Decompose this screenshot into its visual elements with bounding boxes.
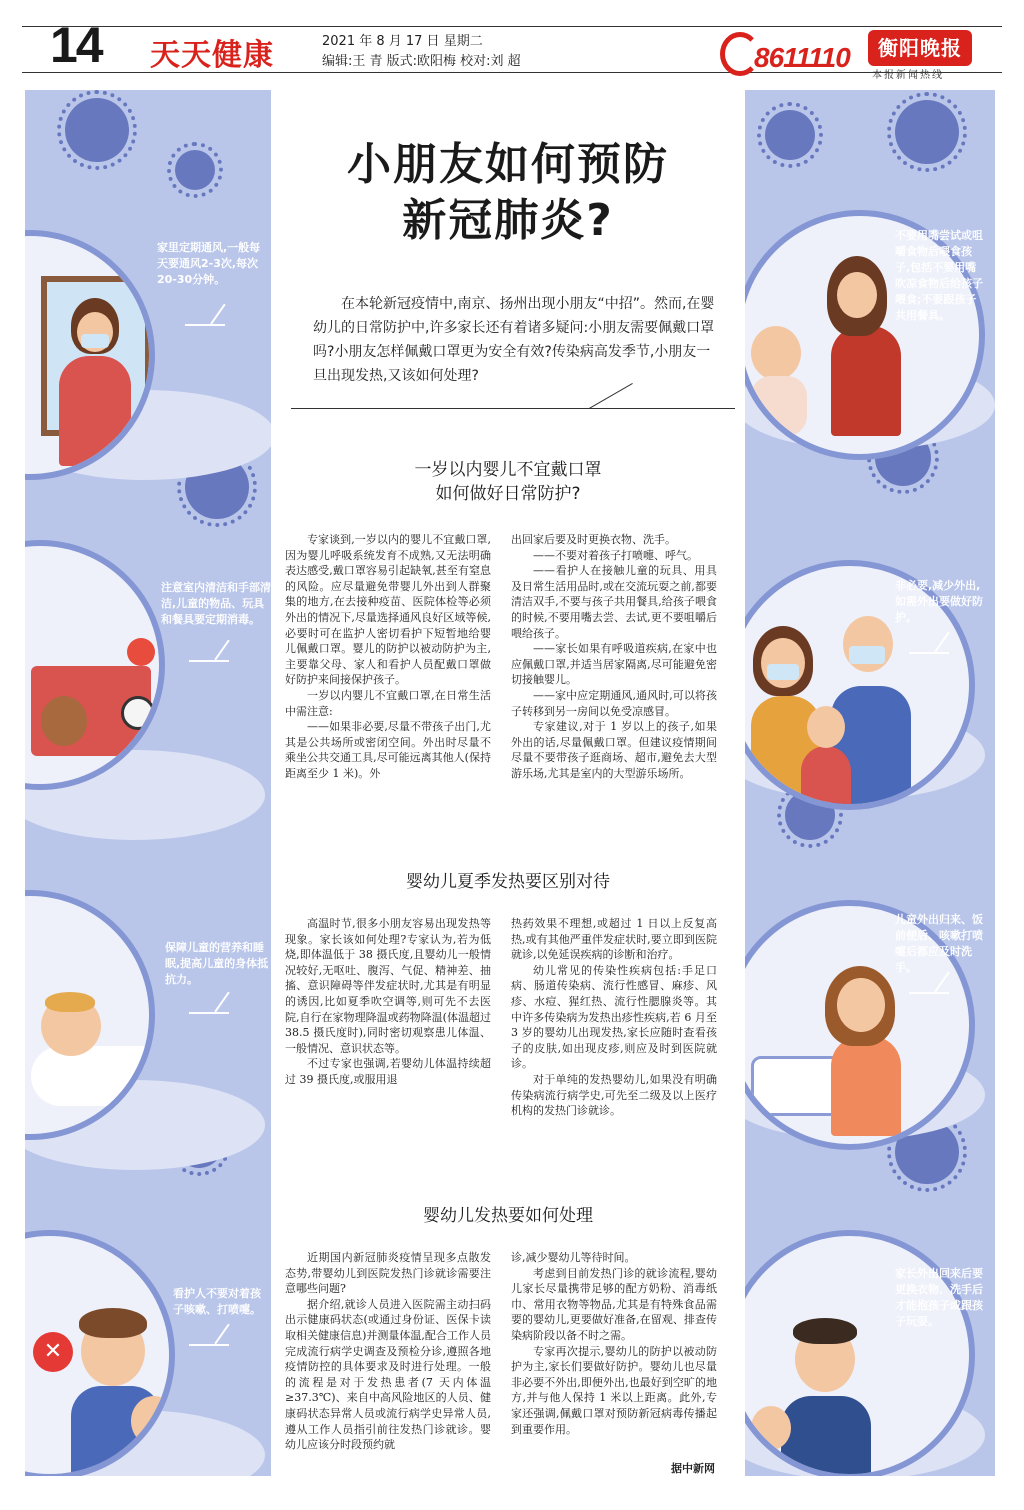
article-source: 据中新网 xyxy=(671,1462,715,1475)
paragraph: ——看护人在接触儿童的玩具、用具及日常生活用品时,或在交流玩耍之前,都要清洁双手,不要与孩子共用餐具,给孩子喂食的时候,不要用嘴去尝、去试,更不要咀嚼后喂给孩子。 xyxy=(511,564,717,640)
paragraph: 据介绍,就诊人员进入医院需主动扫码出示健康码状态(或通过身份证、医保卡读取相关健康信息)并测量体温,配合工作人员完成流行病学史调查及预检分诊,遵照各地疫情防控的具体要求及时进行处理。一般的流程是对于发热患者(7 天内体温≥37.3℃)、来自中高风险地区的人员、健康码状态异常人员或流行病学史异常人员,遵从工作人员指引前往发热门诊就诊。婴幼儿应该分时段预约就 xyxy=(285,1297,491,1452)
father-figure xyxy=(781,1396,871,1476)
illustration-sleep xyxy=(25,890,155,1140)
child-figure xyxy=(801,746,851,810)
speech-bubble-rule xyxy=(291,408,735,409)
virus-icon xyxy=(895,100,959,164)
paragraph: 诊,减少婴幼儿等待时间。 xyxy=(511,1251,636,1264)
hair-graphic xyxy=(793,1318,857,1344)
section1-column-left xyxy=(285,532,491,782)
paragraph: 不过专家也强调,若婴幼儿体温持续超过 39 摄氏度,或服用退 xyxy=(285,1057,491,1086)
tip-handwashing: 儿童外出归来、饭前便后、咳嗽打喷嚏后都应及时洗手。 xyxy=(895,913,983,974)
tip-marker xyxy=(214,1324,229,1345)
soccer-ball-graphic xyxy=(121,696,155,730)
hotline-label: 本报新闻热线 xyxy=(872,70,944,81)
left-illustration-panel xyxy=(25,90,271,1476)
tip-cleaning: 注意室内清洁和手部清洁,儿童的物品、玩具和餐具要定期消毒。 xyxy=(161,581,271,626)
girl-figure xyxy=(831,1036,901,1136)
section2-heading: 婴幼儿夏季发热要区别对待 xyxy=(406,872,610,892)
tip-marker xyxy=(189,1012,229,1014)
tip-marker xyxy=(909,652,949,654)
child-face-graphic xyxy=(807,706,845,748)
illustration-cleaning xyxy=(25,540,165,790)
article xyxy=(271,90,745,1476)
mother-figure xyxy=(831,326,901,436)
tip-ventilation: 家里定期通风,一般每天要通风2-3次,每次20-30分钟。 xyxy=(157,241,261,286)
paragraph: 专家谈到,一岁以内的婴儿不宜戴口罩,因为婴儿呼吸系统发育不成熟,又无法明确表达感受,戴口罩容易引起缺氧,甚至有窒息的风险。应尽量避免带婴儿外出到人群聚集的地方,在去接种疫苗、医院体检等必须外出的情况下,尽量选择通风良好区域等候,必要时可在监护人密切看护下短暂地给婴儿佩戴口罩。婴儿的防护以被动防护为主,主要靠父母、家人和看护人员配戴口罩做好防护来间接保护孩子。 xyxy=(285,533,491,687)
editor-credits: 编辑:王 青 版式:欧阳梅 校对:刘 超 xyxy=(322,54,521,69)
paragraph: 幼儿常见的传染性疾病包括:手足口病、肠道传染病、流行性感冒、麻疹、风疹、水痘、猩红热、流行性腮腺炎等。其中许多传染病为发热出疹性疾病,若 6 月至 3 岁的婴幼儿出现发热,家长应随时查看孩子的皮肤,如出现皮疹,则应及时到医院就诊。 xyxy=(511,963,717,1071)
virus-icon xyxy=(765,110,815,160)
page-number: 14 xyxy=(50,17,102,73)
tip-marker xyxy=(214,640,229,661)
paragraph: 高温时节,很多小朋友容易出现发热等现象。家长该如何处理?专家认为,若为低烧,即体温低于 38 摄氏度,且婴幼儿一般情况较好,无呕吐、腹泻、气促、精神差、抽搐、意识障碍等伴发症状时,尤其是有明显的诱因,比如夏季吹空调等,则可先不去医院,自行在家物理降温或药物降温(体温超过 38.5 摄氏度时),同时密切观察患儿体温、一般情况、意识状态等。 xyxy=(285,917,491,1055)
mask-graphic xyxy=(81,334,109,348)
tip-nutrition: 保障儿童的营养和睡眠,提高儿童的身体抵抗力。 xyxy=(165,941,269,986)
newspaper-logo: 衡阳晚报 xyxy=(868,30,972,66)
tip-marker xyxy=(214,992,229,1013)
pillow-graphic xyxy=(31,1046,155,1106)
woman-figure xyxy=(59,356,131,466)
tip-marker xyxy=(909,992,949,994)
virus-icon xyxy=(175,150,215,190)
issue-date: 2021 年 8 月 17 日 星期二 xyxy=(322,34,483,49)
paragraph: 出回家后要及时更换衣物、洗手。 xyxy=(511,533,676,546)
paragraph: ——如果非必要,尽量不带孩子出门,尤其是公共场所或密闭空间。外出时尽量不乘坐公共交通工具,尽可能远离其他人(保持距离至少 1 米)。外 xyxy=(285,720,491,780)
mask-graphic xyxy=(767,664,799,680)
child-face-graphic xyxy=(751,1406,791,1450)
section2-column-left xyxy=(285,916,491,1088)
section2-column-right xyxy=(511,916,717,1119)
mother-face-graphic xyxy=(837,272,877,318)
tip-marker xyxy=(189,1344,229,1346)
section1-column-right xyxy=(511,532,717,782)
article-title-line1: 小朋友如何预防 xyxy=(347,139,669,190)
section-name: 天天健康 xyxy=(150,38,274,73)
article-intro: 在本轮新冠疫情中,南京、扬州出现小朋友“中招”。然而,在婴幼儿的日常防护中,许多家长还有着诸多疑问:小朋友需要佩戴口罩吗?小朋友怎样佩戴口罩更为安全有效?传染病高发季节,小朋友一旦出现发热,又该如何处理? xyxy=(313,296,715,384)
tip-stay-home: 非必要,减少外出,如需外出要做好防护。 xyxy=(895,579,983,624)
tip-marker xyxy=(210,304,225,325)
hair-graphic xyxy=(45,992,95,1012)
paragraph: 专家建议,对于 1 岁以上的孩子,如果外出的话,尽量佩戴口罩。但建议疫情期间尽量不要带孩子逛商场、超市,避免去大型游乐场,尤其是室内的大型游乐场所。 xyxy=(511,720,717,780)
child-face-graphic xyxy=(131,1396,175,1446)
face-graphic xyxy=(761,638,805,688)
section1-heading-line2: 如何做好日常防护? xyxy=(435,484,581,504)
section3-heading: 婴幼儿发热要如何处理 xyxy=(423,1206,593,1226)
hotline-number: 8611110 xyxy=(754,42,850,73)
no-icon: ✕ xyxy=(33,1332,73,1372)
sink-graphic xyxy=(751,1056,841,1116)
paragraph: 考虑到目前发热门诊的就诊流程,婴幼儿家长尽量携带足够的配方奶粉、消毒纸巾、常用衣物等物品,尤其是有特殊食品需要的婴幼儿,更要做好准备,在留观、排查传染病阶段以备不时之需。 xyxy=(511,1266,717,1342)
section1-heading-line1: 一岁以内婴儿不宜戴口罩 xyxy=(414,460,602,480)
section3-column-right xyxy=(511,1250,717,1437)
hotline xyxy=(716,28,876,84)
ball-graphic xyxy=(127,638,155,666)
hair-graphic xyxy=(79,1308,147,1338)
page-header xyxy=(0,0,1024,88)
teddy-bear-graphic xyxy=(41,696,87,746)
paragraph: 对于单纯的发热婴幼儿,如果没有明确传染病流行病学史,可先至二级及以上医疗机构的发热门诊就诊。 xyxy=(511,1072,717,1118)
paragraph: ——家中应定期通风,通风时,可以将孩子转移到另一房间以免受凉感冒。 xyxy=(511,688,717,718)
virus-icon xyxy=(65,98,129,162)
paragraph: 热药效果不理想,或超过 1 日以上反复高热,或有其他严重伴发症状时,要立即到医院就诊,以免延误疾病的诊断和治疗。 xyxy=(511,917,717,962)
right-illustration-panel xyxy=(745,90,995,1476)
tip-marker xyxy=(185,324,225,326)
paragraph: 专家再次提示,婴幼儿的防护以被动防护为主,家长们要做好防护。婴幼儿也尽量非必要不外出,即便外出,也最好到空旷的地方,并与他人保持 1 米以上距离。此外,专家还强调,佩戴口罩对预防新冠病毒传播起到重要作用。 xyxy=(511,1344,717,1436)
article-title-line2: 新冠肺炎? xyxy=(402,195,614,246)
header-top-rule xyxy=(22,26,1002,27)
section3-column-left xyxy=(285,1250,491,1453)
paragraph: 近期国内新冠肺炎疫情呈现多点散发态势,带婴幼儿到医院发热门诊就诊需要注意哪些问题? xyxy=(285,1251,491,1296)
mask-graphic xyxy=(849,646,885,664)
tip-marker xyxy=(189,660,229,662)
baby-body-graphic xyxy=(751,376,807,436)
tip-change-clothes: 家长外出回来后要更换衣物、洗手后才能抱孩子或跟孩子玩耍。 xyxy=(895,1267,983,1328)
paragraph: 一岁以内婴儿不宜戴口罩,在日常生活中需注意: xyxy=(285,688,491,718)
girl-face-graphic xyxy=(837,978,885,1032)
baby-face-graphic xyxy=(751,326,801,380)
paragraph: ——不要对着孩子打喷嚏、呼气。 xyxy=(533,548,698,562)
tip-no-cough: 看护人不要对着孩子咳嗽、打喷嚏。 xyxy=(173,1287,261,1316)
tip-feeding: 不要用嘴尝试或咀嚼食物后喂食孩子,包括不要用嘴吹凉食物后给孩子喂食;不要跟孩子共用餐具。 xyxy=(895,229,983,322)
paragraph: ——家长如果有呼吸道疾病,在家中也应佩戴口罩,并适当居家隔离,尽可能避免密切接触婴儿。 xyxy=(511,642,717,687)
